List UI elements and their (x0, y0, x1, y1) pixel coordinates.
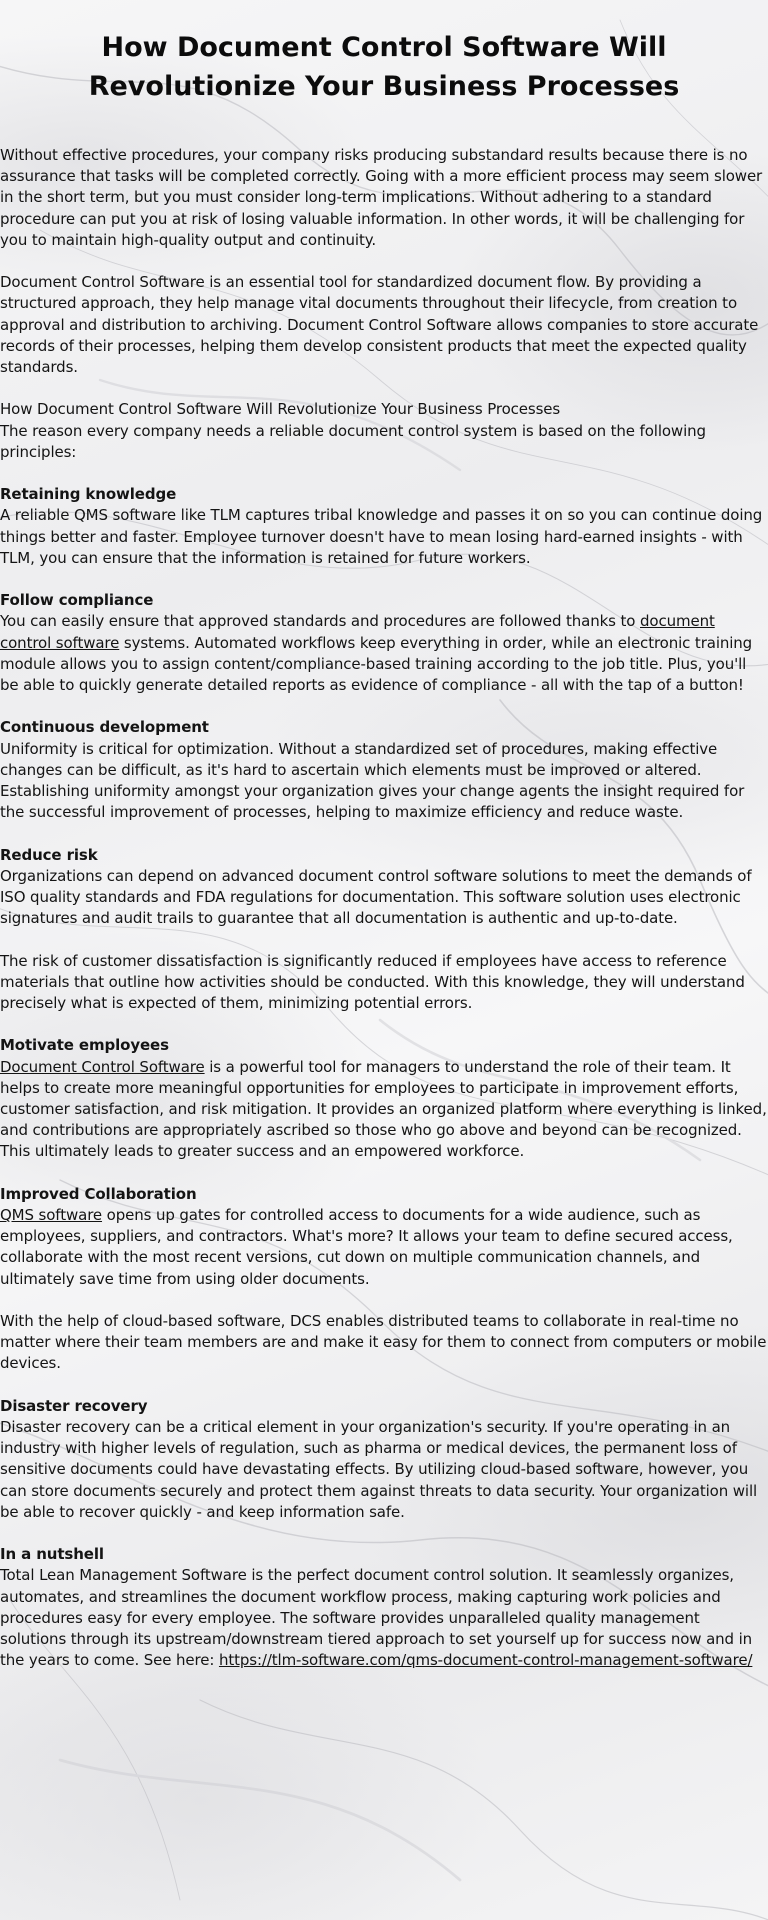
article-body (0, 145, 768, 1671)
section-follow-compliance (0, 590, 768, 696)
section-motivate-employees (0, 1035, 768, 1162)
section-reduce-risk (0, 845, 768, 930)
page-title: How Document Control Software Will Revolutionize Your Business Processes (88, 32, 680, 102)
intro-paragraph-1: Without effective procedures, your company risks producing substandard results because there is no assurance that tasks will be completed correctly. Going with a more efficient process may seem slower in the short term, but you must consider long-term implications. Without adhering to a standard procedure can put you at risk of losing valuable information. In other words, it will be challenging for you to maintain high-quality output and continuity. (0, 146, 763, 249)
section-text: opens up gates for controlled access to documents for a wide audience, such as employees, suppliers, and contractors. What's more? It allows your team to define secured access, collaborate with the most recent versions, cut down on multiple communication channels, and ultimately save time from using older documents. (0, 1206, 733, 1288)
section-title: Reduce risk (0, 845, 98, 864)
section-text: systems. Automated workflows keep everything in order, while an electronic training module allows you to assign content/compliance-based training according to the job title. Plus, you'll be able to quickly generate detailed reports as evidence of compliance - all with the tap of a button! (0, 633, 753, 695)
section-improved-collaboration (0, 1184, 768, 1290)
section-in-a-nutshell (0, 1544, 768, 1671)
section-reduce-risk-paragraph-2: The risk of customer dissatisfaction is significantly reduced if employees have access to reference materials that outline how activities should be conducted. With this knowledge, they will understand precisely what is expected of them, minimizing potential errors. (0, 951, 745, 1013)
section-title: In a nutshell (0, 1545, 104, 1564)
section-text: You can easily ensure that approved standards and procedures are followed thanks to (0, 612, 640, 631)
section-text: Uniformity is critical for optimization. Without a standardized set of procedures, making effective changes can be difficult, as it's hard to ascertain which elements must be improved or altered. Establishing uniformity amongst your organization gives your change agents the insight required for the successful improvement of processes, helping to maximize efficiency and reduce waste. (0, 739, 745, 822)
subheading: How Document Control Software Will Revolutionize Your Business Processes (0, 400, 561, 419)
section-title: Follow compliance (0, 591, 154, 610)
section-text: is a powerful tool for managers to understand the role of their team. It helps to create more meaningful opportunities for employees to participate in improvement efforts, customer satisfaction, and risk mitigation. It provides an organized platform where everything is linked, and contributions are appropriately ascribed so those who go above and beyond can be recognized. This ultimately leads to greater success and an empowered workforce. (0, 1057, 767, 1161)
document-control-software-link-2[interactable]: Document Control Software (0, 1057, 205, 1076)
section-continuous-development (0, 717, 768, 823)
section-text: Organizations can depend on advanced document control software solutions to meet the demands of ISO quality standards and FDA regulations for documentation. This software solution uses electronic signatures and audit trails to guarantee that all documentation is authentic and up-to-date. (0, 866, 752, 928)
qms-software-link[interactable]: QMS software (0, 1206, 103, 1225)
section-title: Retaining knowledge (0, 485, 177, 504)
section-disaster-recovery (0, 1396, 768, 1523)
document-control-software-link[interactable]: document control software (0, 612, 715, 652)
tlm-software-url-link[interactable]: https://tlm-software.com/qms-document-control-management-software/ (218, 1651, 753, 1670)
section-retaining-knowledge (0, 484, 768, 569)
principles-intro (0, 399, 768, 463)
section-collaboration-paragraph-2: With the help of cloud-based software, DCS enables distributed teams to collaborate in real-time no matter where their team members are and make it easy for them to connect from computers or mobile devices. (0, 1312, 767, 1373)
section-text: Total Lean Management Software is the perfect document control solution. It seamlessly organizes, automates, and streamlines the document workflow process, making capturing work policies and procedures easy for every employee. The software provides unparalleled quality management solutions through its upstream/downstream tiered approach to set yourself up for success now and in the years to come. See here: (0, 1566, 753, 1670)
section-title: Disaster recovery (0, 1396, 148, 1415)
section-text: Disaster recovery can be a critical element in your organization's security. If you're operating in an industry with higher levels of regulation, such as pharma or medical devices, the permanent loss of sensitive documents could have devastating effects. By utilizing cloud-based software, however, you can store documents securely and protect them against threats to data security. Your organization will be able to recover quickly - and keep information safe. (0, 1418, 758, 1521)
section-text: A reliable QMS software like TLM captures tribal knowledge and passes it on so you can continue doing things better and faster. Employee turnover doesn't have to mean losing hard-earned insights - with TLM, you can ensure that the information is retained for future workers. (0, 506, 763, 567)
intro-paragraph-2: Document Control Software is an essential tool for standardized document flow. By providing a structured approach, they help manage vital documents throughout their lifecycle, from creation to approval and distribution to archiving. Document Control Software allows companies to store accurate records of their processes, helping them develop consistent products that meet the expected quality standards. (0, 273, 759, 377)
section-title: Motivate employees (0, 1036, 169, 1055)
principles-lead: The reason every company needs a reliable document control system is based on the following principles: (0, 421, 706, 461)
section-title: Improved Collaboration (0, 1184, 197, 1203)
section-title: Continuous development (0, 718, 209, 737)
